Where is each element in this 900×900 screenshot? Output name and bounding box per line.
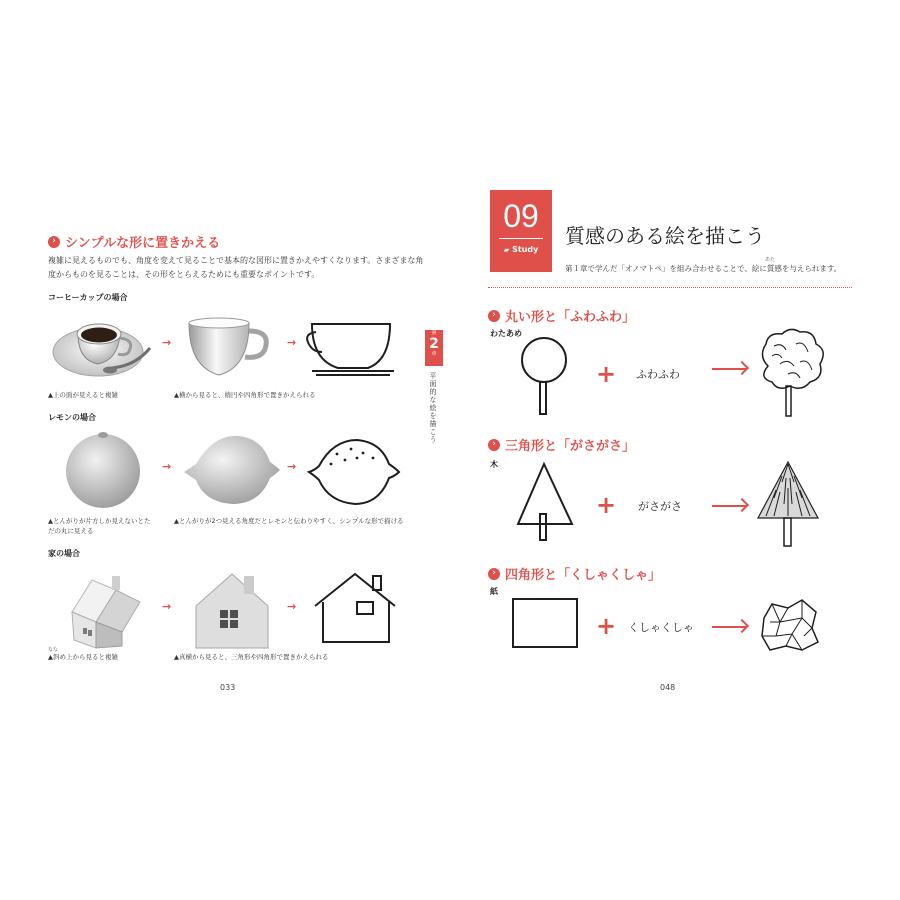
row-2-plus: + (596, 491, 617, 519)
coffee-cup-drawing (308, 320, 400, 380)
lemon-caption-1 (48, 516, 168, 536)
house-caption-1: ▲斜め上から見ると複雑 (48, 653, 118, 661)
chevron-right-icon: › (488, 439, 500, 451)
lemon-caption-1-line-1: ▲とんがりが片方しか見えないとた (48, 517, 151, 525)
house-caption-1-ruby: なな (48, 647, 59, 653)
coffee-cup-photo (50, 308, 155, 380)
chevron-right-icon: › (488, 310, 500, 322)
lemon-caption-1-line-2: だの丸に見える (48, 527, 94, 535)
right-page-number: 048 (660, 683, 676, 692)
coffee-caption-2: ▲横から見ると、楕円や四角形で置きかえられる (174, 391, 316, 399)
study-number: 09 (503, 198, 539, 234)
intro-line-1: 複雑に見えるものでも、角度を変えて見ることで基本的な図形に置きかえやすくなります。さまざまな角 (48, 256, 424, 265)
row-1-onomatopoeia: ふわふわ (636, 368, 680, 381)
chevron-right-icon: › (48, 236, 60, 248)
row-3-title (488, 564, 661, 583)
chapter-tab-suffix: 章 (431, 351, 437, 357)
lemon-drawing (307, 436, 402, 511)
lemon-arrow-2: → (287, 460, 297, 473)
cotton-candy-drawing (752, 326, 832, 420)
row-1-label: わたあめ (490, 329, 522, 338)
study-label: Study (512, 245, 539, 254)
house-heading: 家の場合 (48, 549, 80, 558)
rectangle-shape-drawing (511, 597, 583, 651)
left-section-title (48, 232, 220, 251)
row-2-title (488, 435, 635, 454)
row-2-onomatopoeia: がさがさ (638, 500, 682, 513)
house-drawing (313, 572, 409, 647)
book-icon: ▰ (503, 245, 510, 254)
tree-drawing (752, 458, 824, 550)
row-3-label: 紙 (490, 587, 498, 596)
dotted-divider (488, 287, 852, 288)
coffee-caption-1: ▲上の面が見えると複雑 (48, 391, 118, 399)
coffee-cup-side-photo (183, 315, 273, 380)
row-2-title-text: 三角形と「がさがさ」 (505, 439, 636, 454)
crumpled-paper-drawing (758, 598, 822, 654)
row-1-title (488, 306, 635, 325)
row-1-title-text: 丸い形と「ふわふわ」 (505, 310, 636, 325)
row-1-plus: + (596, 360, 617, 388)
intro-line-2: 度からものを見ることは、その形をとらえるためにも重要なポイントです。 (48, 270, 320, 279)
triangle-shape-drawing (514, 462, 580, 544)
house-arrow-2: → (287, 600, 297, 613)
house-front-photo (194, 572, 274, 652)
circle-shape-drawing (514, 336, 584, 418)
coffee-arrow-1: → (162, 336, 172, 349)
study-divider (499, 238, 543, 239)
row-1-arrow (712, 368, 746, 370)
chapter-vertical-title: 平面的な絵を描こう (429, 372, 437, 444)
row-3-plus: + (596, 612, 617, 640)
row-3-title-text: 四角形と「くしゃくしゃ」 (505, 568, 662, 583)
lemon-heading: レモンの場合 (48, 413, 96, 422)
study-label-row (490, 245, 552, 254)
lemon-side-photo (182, 432, 282, 507)
chevron-right-icon: › (488, 568, 500, 580)
chapter-tab-number: 2 (429, 336, 439, 352)
row-3-onomatopoeia: くしゃくしゃ (628, 621, 694, 634)
row-2-arrow (712, 505, 746, 507)
lemon-caption-2: ▲とんがりが2つ見える角度だとレモンと伝わりやすく、シンプルな形で描ける (174, 517, 404, 525)
left-page-number: 033 (220, 683, 236, 692)
study-badge (490, 190, 552, 272)
coffee-arrow-2: → (287, 336, 297, 349)
house-arrow-1: → (162, 600, 172, 613)
page-subtitle: 第１章で学んだ「オノマトペ」を組み合わせることで、絵に質感を与えられます。 (565, 264, 842, 273)
row-3-arrow (712, 626, 746, 628)
lemon-front-photo (62, 428, 144, 510)
left-section-title-text: シンプルな形に置きかえる (65, 236, 221, 251)
house-caption-2: ▲真横から見ると、三角形や四角形で置きかえられる (174, 653, 329, 661)
lemon-arrow-1: → (162, 460, 172, 473)
house-angled-photo (66, 568, 146, 650)
row-2-label: 木 (490, 460, 498, 469)
page-title: 質感のある絵を描こう (565, 224, 765, 248)
coffee-heading: コーヒーカップの場合 (48, 293, 128, 302)
subtitle-ruby: あた (765, 257, 776, 263)
intro-paragraph (48, 254, 424, 282)
chapter-tab (425, 330, 443, 366)
chapter-tab-prefix: 第 (431, 330, 437, 336)
